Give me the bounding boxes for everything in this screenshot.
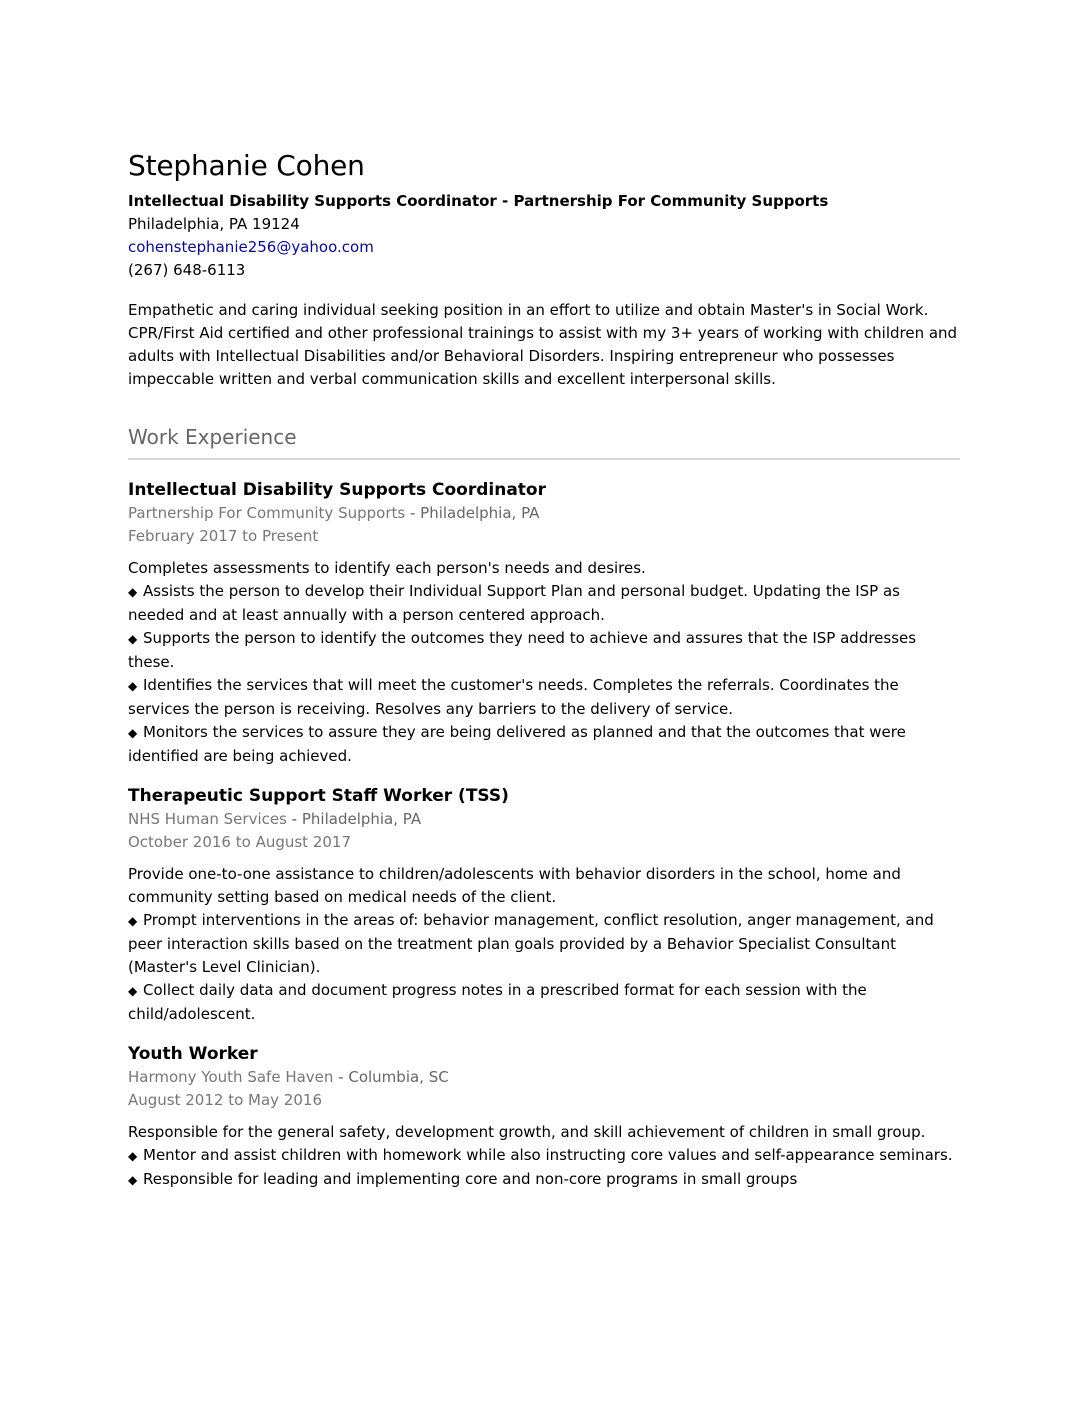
job-bullet-text: Assists the person to develop their Individual Support Plan and personal budget. Updating the ISP as needed and at least annually with a person centered approach.	[128, 582, 900, 624]
diamond-bullet-icon: ◆	[128, 679, 138, 693]
resume-header	[128, 148, 960, 282]
job-entry	[128, 1042, 960, 1192]
company-name: Harmony Youth Safe Haven	[128, 1068, 334, 1086]
diamond-bullet-icon: ◆	[128, 1173, 138, 1187]
job-location: Philadelphia, PA	[301, 810, 422, 828]
job-description	[128, 1121, 960, 1192]
diamond-bullet-icon: ◆	[128, 726, 138, 740]
job-bullet-text: Responsible for leading and implementing core and non-core programs in small groups	[143, 1170, 798, 1188]
company-location-separator: -	[333, 1068, 349, 1086]
work-experience-section	[128, 424, 960, 1192]
job-bullet-text: Prompt interventions in the areas of: behavior management, conflict resolution, anger management, and peer interaction skills based on the treatment plan goals provided by a Behavior Specialist Consultant (Master's Level Clinician).	[128, 911, 934, 976]
job-dates: August 2012 to May 2016	[128, 1091, 322, 1109]
job-title: Intellectual Disability Supports Coordinator	[128, 480, 546, 500]
email-link[interactable]: cohenstephanie256@yahoo.com	[128, 238, 374, 256]
job-bullet	[128, 1168, 960, 1192]
job-bullet	[128, 979, 960, 1026]
job-company-line	[128, 808, 960, 831]
resume-page	[128, 148, 960, 1192]
candidate-name: Stephanie Cohen	[128, 149, 365, 182]
diamond-bullet-icon: ◆	[128, 914, 138, 928]
candidate-location: Philadelphia, PA 19124	[128, 215, 300, 233]
job-company-line	[128, 1066, 960, 1089]
section-divider	[128, 458, 960, 460]
company-location-separator: -	[286, 810, 302, 828]
job-description	[128, 863, 960, 1026]
diamond-bullet-icon: ◆	[128, 984, 138, 998]
job-description-intro: Responsible for the general safety, development growth, and skill achievement of children in small group.	[128, 1123, 926, 1141]
job-bullet	[128, 909, 960, 979]
summary-paragraph: Empathetic and caring individual seeking position in an effort to utilize and obtain Master's in Social Work. CPR/First Aid certified and other professional trainings to assist with my 3+ years of working with children and adults with Intellectual Disabilities and/or Behavioral Disorders. Inspiring entrepreneur who possesses impeccable written and verbal communication skills and excellent interpersonal skills.	[128, 301, 958, 388]
company-name: Partnership For Community Supports	[128, 504, 406, 522]
job-dates: February 2017 to Present	[128, 527, 319, 545]
job-title: Therapeutic Support Staff Worker (TSS)	[128, 786, 509, 806]
job-bullet-text: Supports the person to identify the outcomes they need to achieve and assures that the ISP addresses these.	[128, 629, 917, 671]
company-location-separator: -	[405, 504, 421, 522]
candidate-headline: Intellectual Disability Supports Coordinator - Partnership For Community Supports	[128, 192, 829, 210]
job-location: Columbia, SC	[348, 1068, 449, 1086]
job-bullet	[128, 674, 960, 721]
job-company-line	[128, 502, 960, 525]
job-bullet-text: Identifies the services that will meet the customer's needs. Completes the referrals. Coordinates the services the person is receiving. Resolves any barriers to the delivery of service.	[128, 676, 899, 718]
job-title: Youth Worker	[128, 1044, 258, 1064]
job-description	[128, 557, 960, 768]
email-line	[128, 236, 960, 259]
company-name: NHS Human Services	[128, 810, 287, 828]
job-bullet	[128, 1144, 960, 1168]
job-bullet	[128, 627, 960, 674]
job-entry	[128, 784, 960, 1026]
diamond-bullet-icon: ◆	[128, 1149, 138, 1163]
job-dates: October 2016 to August 2017	[128, 833, 352, 851]
job-description-intro: Provide one-to-one assistance to children/adolescents with behavior disorders in the school, home and community setting based on medical needs of the client.	[128, 865, 901, 906]
job-bullet	[128, 721, 960, 768]
diamond-bullet-icon: ◆	[128, 585, 138, 599]
job-bullet-text: Mentor and assist children with homework while also instructing core values and self-appearance seminars.	[143, 1146, 953, 1164]
job-description-intro: Completes assessments to identify each person's needs and desires.	[128, 559, 646, 577]
job-entry	[128, 478, 960, 768]
job-bullet-text: Collect daily data and document progress notes in a prescribed format for each session with the child/adolescent.	[128, 981, 867, 1023]
job-location: Philadelphia, PA	[420, 504, 540, 522]
diamond-bullet-icon: ◆	[128, 632, 138, 646]
job-bullet-text: Monitors the services to assure they are being delivered as planned and that the outcomes that were identified are being achieved.	[128, 723, 906, 765]
section-title-work-experience: Work Experience	[128, 425, 297, 449]
candidate-phone: (267) 648-6113	[128, 261, 246, 279]
job-bullet	[128, 580, 960, 627]
